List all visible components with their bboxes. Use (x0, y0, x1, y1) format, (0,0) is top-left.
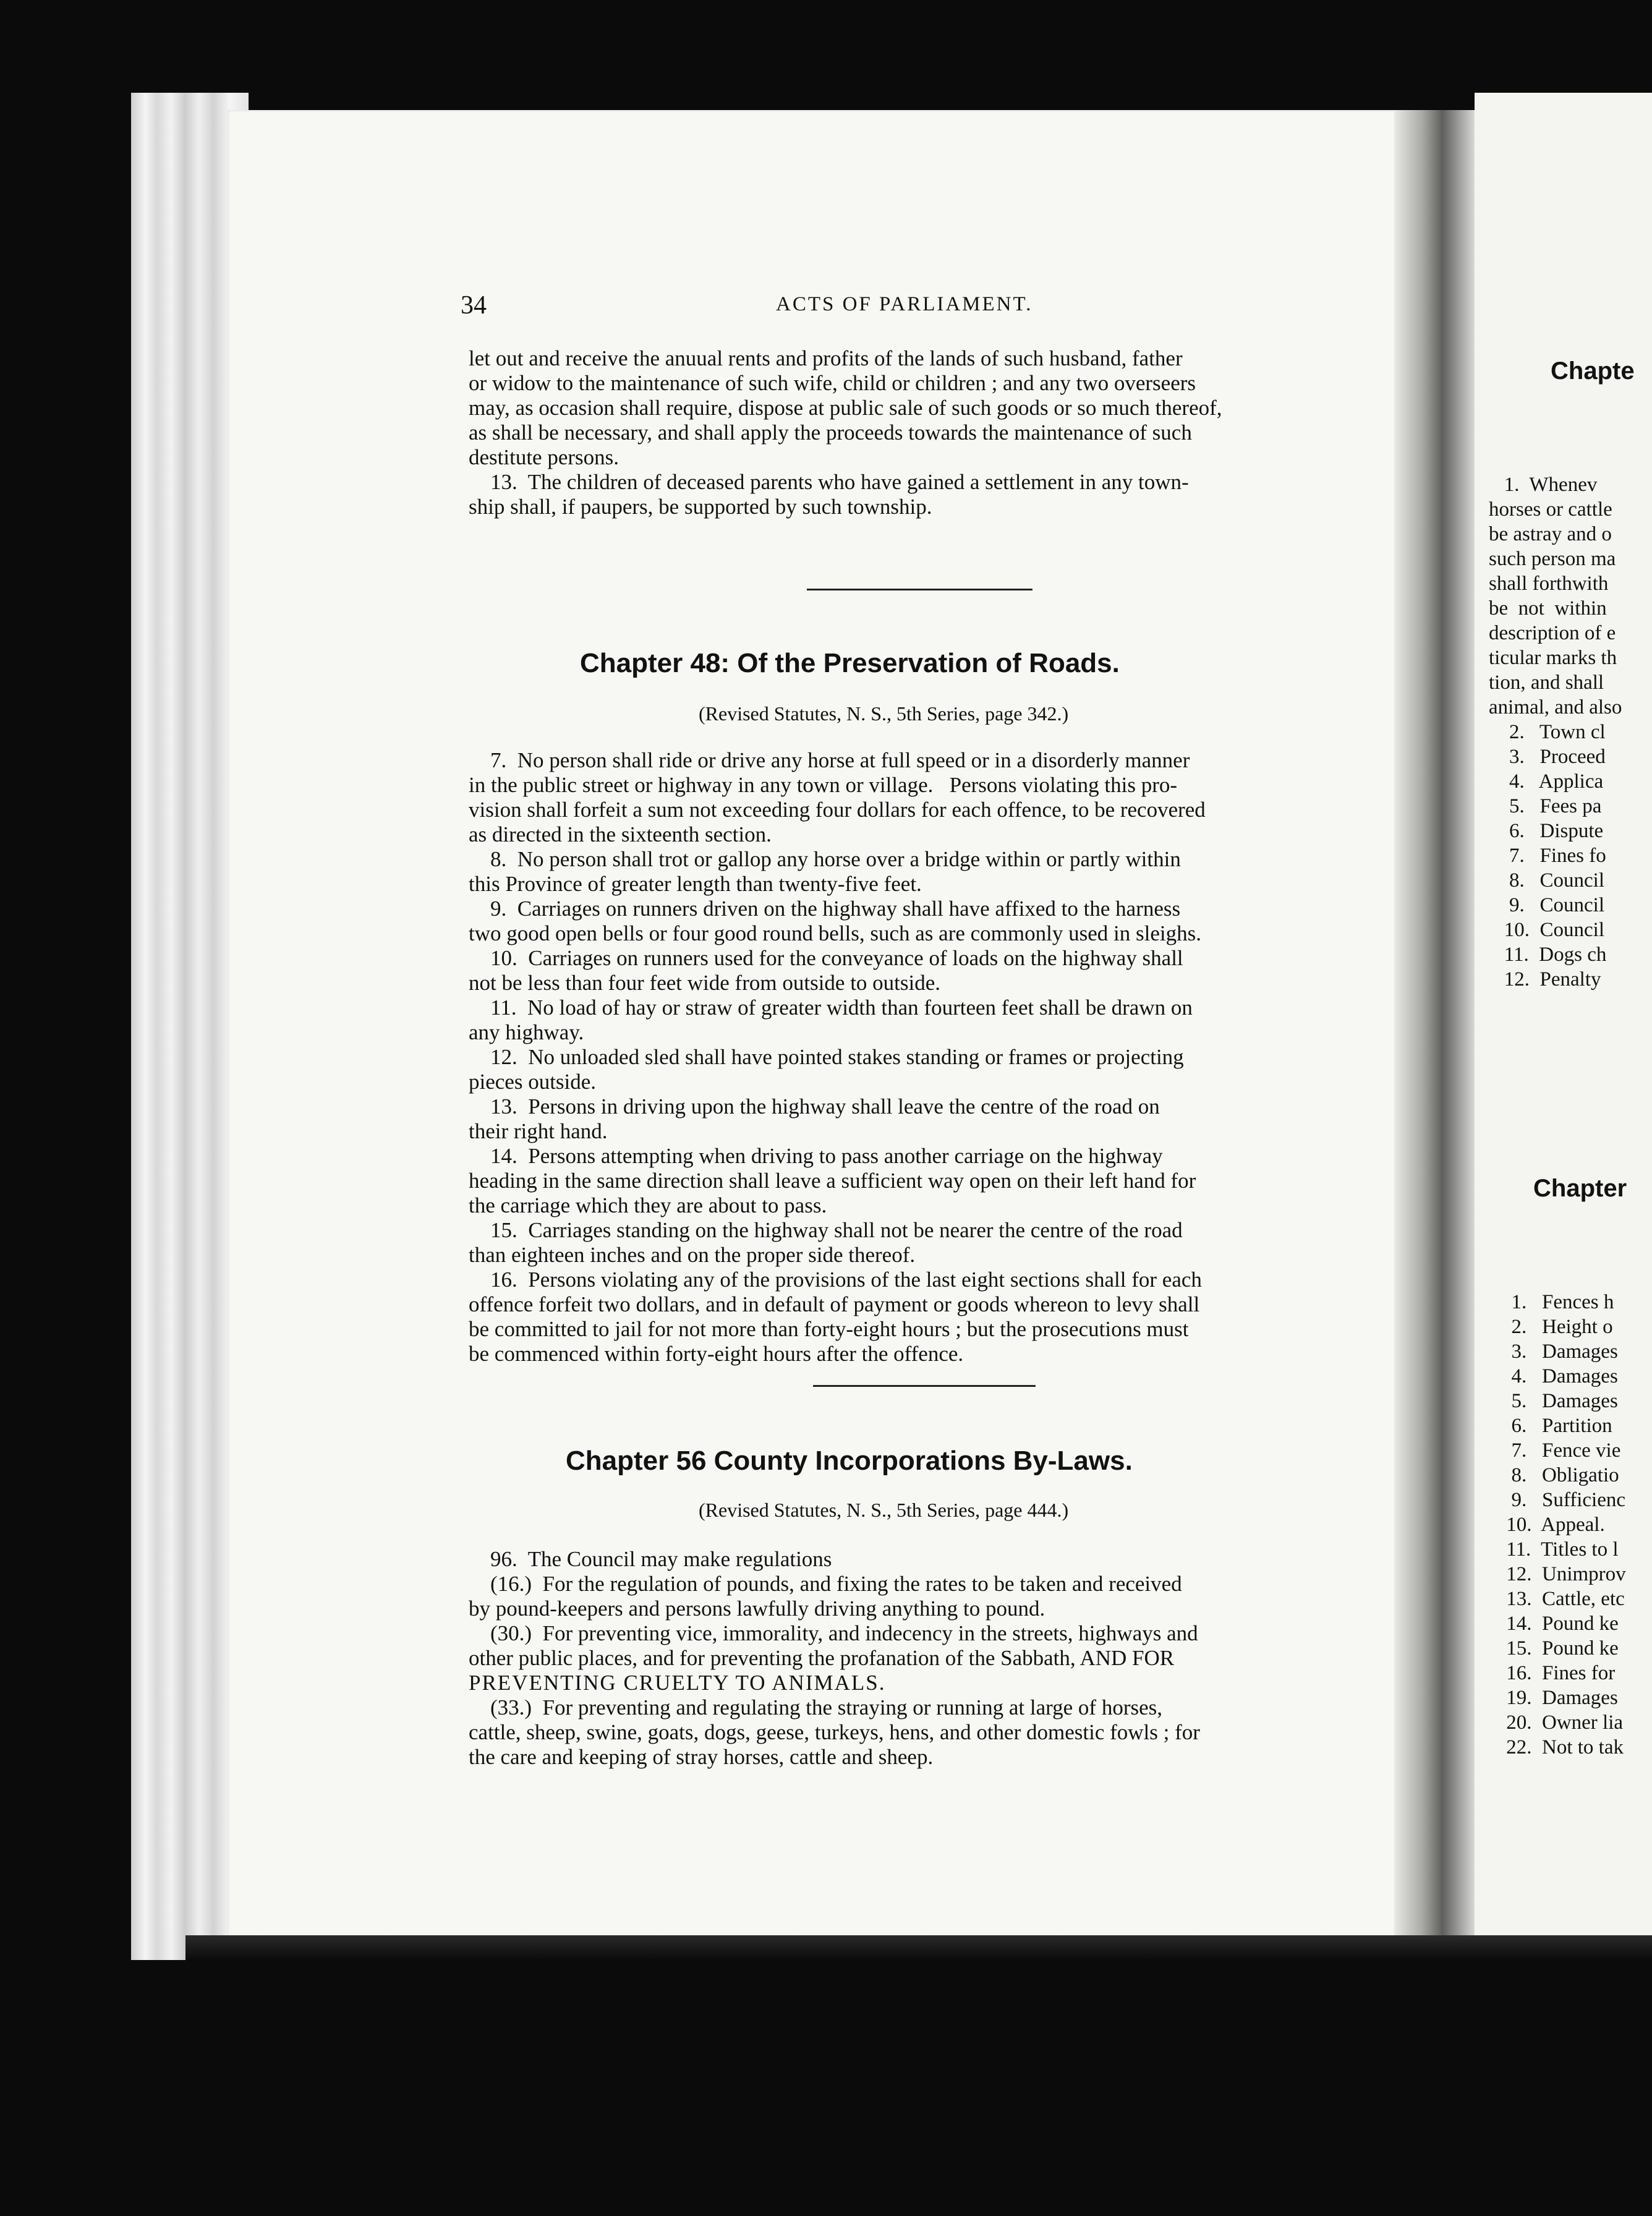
text-line: 4. Damages (1501, 1365, 1618, 1387)
text-line: 13. Cattle, etc (1501, 1588, 1625, 1610)
text-line: 14. Pound ke (1501, 1613, 1619, 1635)
text-line: animal, and also (1489, 696, 1622, 718)
text-line: horses or cattle (1489, 498, 1612, 521)
chapter-56-title: Chapter 56 County Incorporations By-Laws. (566, 1446, 1133, 1476)
right-chapter-b-title: Chapter (1533, 1175, 1627, 1202)
text-line: this Province of greater length than twenty-five feet. (469, 872, 922, 896)
text-line: 10. Council (1489, 919, 1604, 941)
text-line: cattle, sheep, swine, goats, dogs, geese, turkeys, hens, and other domestic fowls ; for (469, 1720, 1200, 1744)
text-line: (16.) For the regulation of pounds, and fixing the rates to be taken and received (469, 1572, 1182, 1596)
text-line: 19. Damages (1501, 1687, 1618, 1709)
text-line: as directed in the sixteenth section. (469, 822, 772, 846)
text-line: 16. Persons violating any of the provisions of the last eight sections shall for each (469, 1268, 1202, 1292)
text-line: 7. Fence vie (1501, 1439, 1621, 1462)
text-line: 10. Appeal. (1501, 1514, 1605, 1536)
text-line: 20. Owner lia (1501, 1711, 1624, 1734)
text-line: 11. Dogs ch (1489, 944, 1607, 966)
text-line: 10. Carriages on runners used for the conveyance of loads on the highway shall (469, 946, 1183, 970)
text-line: 5. Fees pa (1489, 795, 1602, 817)
text-line: 8. Obligatio (1501, 1464, 1619, 1486)
text-line: 9. Council (1489, 894, 1604, 916)
text-line: (33.) For preventing and regulating the straying or running at large of horses, (469, 1695, 1162, 1720)
text-line: 3. Damages (1501, 1340, 1618, 1363)
text-line: 12. No unloaded sled shall have pointed stakes standing or frames or projecting (469, 1045, 1184, 1069)
text-line: 11. Titles to l (1501, 1538, 1619, 1561)
text-line: heading in the same direction shall leave a sufficient way open on their left hand for (469, 1169, 1196, 1193)
text-line: be commenced within forty-eight hours after the offence. (469, 1342, 964, 1366)
text-line: 1. Whenev (1489, 474, 1598, 496)
text-line: (30.) For preventing vice, immorality, and indecency in the streets, highways and (469, 1621, 1198, 1645)
book-bottom-edge (185, 1935, 1652, 1960)
chapter-48-title: Chapter 48: Of the Preservation of Roads. (580, 648, 1120, 678)
text-line: 12. Penalty (1489, 968, 1601, 991)
text-line: 1. Fences h (1501, 1291, 1614, 1313)
text-line: by pound-keepers and persons lawfully driving anything to pound. (469, 1596, 1045, 1621)
text-line: 7. No person shall ride or drive any horse at full speed or in a disorderly manner (469, 748, 1190, 772)
intro-paragraph (469, 346, 1222, 519)
text-line: let out and receive the anuual rents and profits of the lands of such husband, father (469, 346, 1183, 370)
text-line: tion, and shall (1489, 671, 1604, 694)
text-line: 2. Town cl (1489, 721, 1606, 743)
text-line: any highway. (469, 1020, 584, 1044)
text-line: 6. Partition (1501, 1415, 1612, 1437)
text-line: 9. Carriages on runners driven on the highway shall have affixed to the harness (469, 897, 1181, 921)
text-line: description of e (1489, 622, 1616, 644)
section-divider (813, 1385, 1036, 1387)
text-line: than eighteen inches and on the proper side thereof. (469, 1243, 916, 1267)
text-line: 6. Dispute (1489, 820, 1604, 842)
text-line: such person ma (1489, 548, 1616, 570)
text-line: offence forfeit two dollars, and in default of payment or goods whereon to levy shall (469, 1292, 1200, 1316)
chapter-56-body (469, 1547, 1200, 1770)
text-line: 96. The Council may make regulations (469, 1547, 832, 1571)
text-line: 4. Applica (1489, 770, 1604, 793)
text-line: 12. Unimprov (1501, 1563, 1626, 1585)
section-divider (807, 589, 1032, 590)
text-line: 3. Proceed (1489, 746, 1606, 768)
text-line: may, as occasion shall require, dispose at public sale of such goods or so much thereof, (469, 396, 1222, 420)
text-line: 13. The children of deceased parents who have gained a settlement in any town- (469, 470, 1189, 494)
text-line: 7. Fines fo (1489, 845, 1606, 867)
text-line: 9. Sufficienc (1501, 1489, 1626, 1511)
text-line: in the public street or highway in any town or village. Persons violating this pro- (469, 773, 1178, 797)
text-line: be committed to jail for not more than forty-eight hours ; but the prosecutions must (469, 1317, 1189, 1341)
text-line: shall forthwith (1489, 573, 1609, 595)
right-chapter-a-body (1489, 472, 1622, 992)
text-line: 15. Carriages standing on the highway shall not be nearer the centre of the road (469, 1218, 1183, 1242)
chapter-48-source: (Revised Statutes, N. S., 5th Series, page 342.) (699, 702, 1069, 725)
text-line: 5. Damages (1501, 1390, 1618, 1412)
text-line: two good open bells or four good round bells, such as are commonly used in sleighs. (469, 921, 1201, 945)
right-page-content (1483, 0, 1652, 2216)
right-chapter-b-body (1501, 1290, 1626, 1760)
text-line: as shall be necessary, and shall apply the proceeds towards the maintenance of such (469, 420, 1192, 445)
text-line: destitute persons. (469, 445, 620, 469)
text-line: 14. Persons attempting when driving to pass another carriage on the highway (469, 1144, 1163, 1168)
right-chapter-a-title: Chapte (1551, 357, 1635, 385)
text-line: other public places, and for preventing the profanation of the Sabbath, AND FOR (469, 1646, 1175, 1670)
text-line: 8. No person shall trot or gallop any horse over a bridge within or partly within (469, 847, 1181, 871)
text-line: be astray and o (1489, 523, 1612, 545)
text-line: 8. Council (1489, 869, 1604, 892)
text-line: or widow to the maintenance of such wife, child or children ; and any two overseers (469, 371, 1196, 395)
text-line: pieces outside. (469, 1070, 597, 1094)
text-line: 22. Not to tak (1501, 1736, 1624, 1758)
text-line: 11. No load of hay or straw of greater width than fourteen feet shall be drawn on (469, 995, 1193, 1020)
text-line: not be less than four feet wide from outside to outside. (469, 971, 941, 995)
book-gutter (1394, 110, 1475, 1940)
text-line: 2. Height o (1501, 1316, 1613, 1338)
chapter-48-body (469, 748, 1206, 1366)
text-line: PREVENTING CRUELTY TO ANIMALS. (469, 1671, 886, 1695)
text-line: be not within (1489, 597, 1607, 620)
page-number: 34 (461, 291, 487, 320)
running-header: ACTS OF PARLIAMENT. (776, 293, 1033, 315)
text-line: the carriage which they are about to pass. (469, 1193, 827, 1217)
chapter-56-source: (Revised Statutes, N. S., 5th Series, page 444.) (699, 1499, 1069, 1521)
text-line: their right hand. (469, 1119, 608, 1143)
text-line: the care and keeping of stray horses, cattle and sheep. (469, 1745, 934, 1769)
text-line: 15. Pound ke (1501, 1637, 1619, 1660)
text-line: 16. Fines for (1501, 1662, 1616, 1684)
text-line: ship shall, if paupers, be supported by such township. (469, 495, 932, 519)
text-line: ticular marks th (1489, 647, 1617, 669)
text-line: vision shall forfeit a sum not exceeding four dollars for each offence, to be recovered (469, 798, 1206, 822)
text-line: 13. Persons in driving upon the highway shall leave the centre of the road on (469, 1094, 1160, 1119)
